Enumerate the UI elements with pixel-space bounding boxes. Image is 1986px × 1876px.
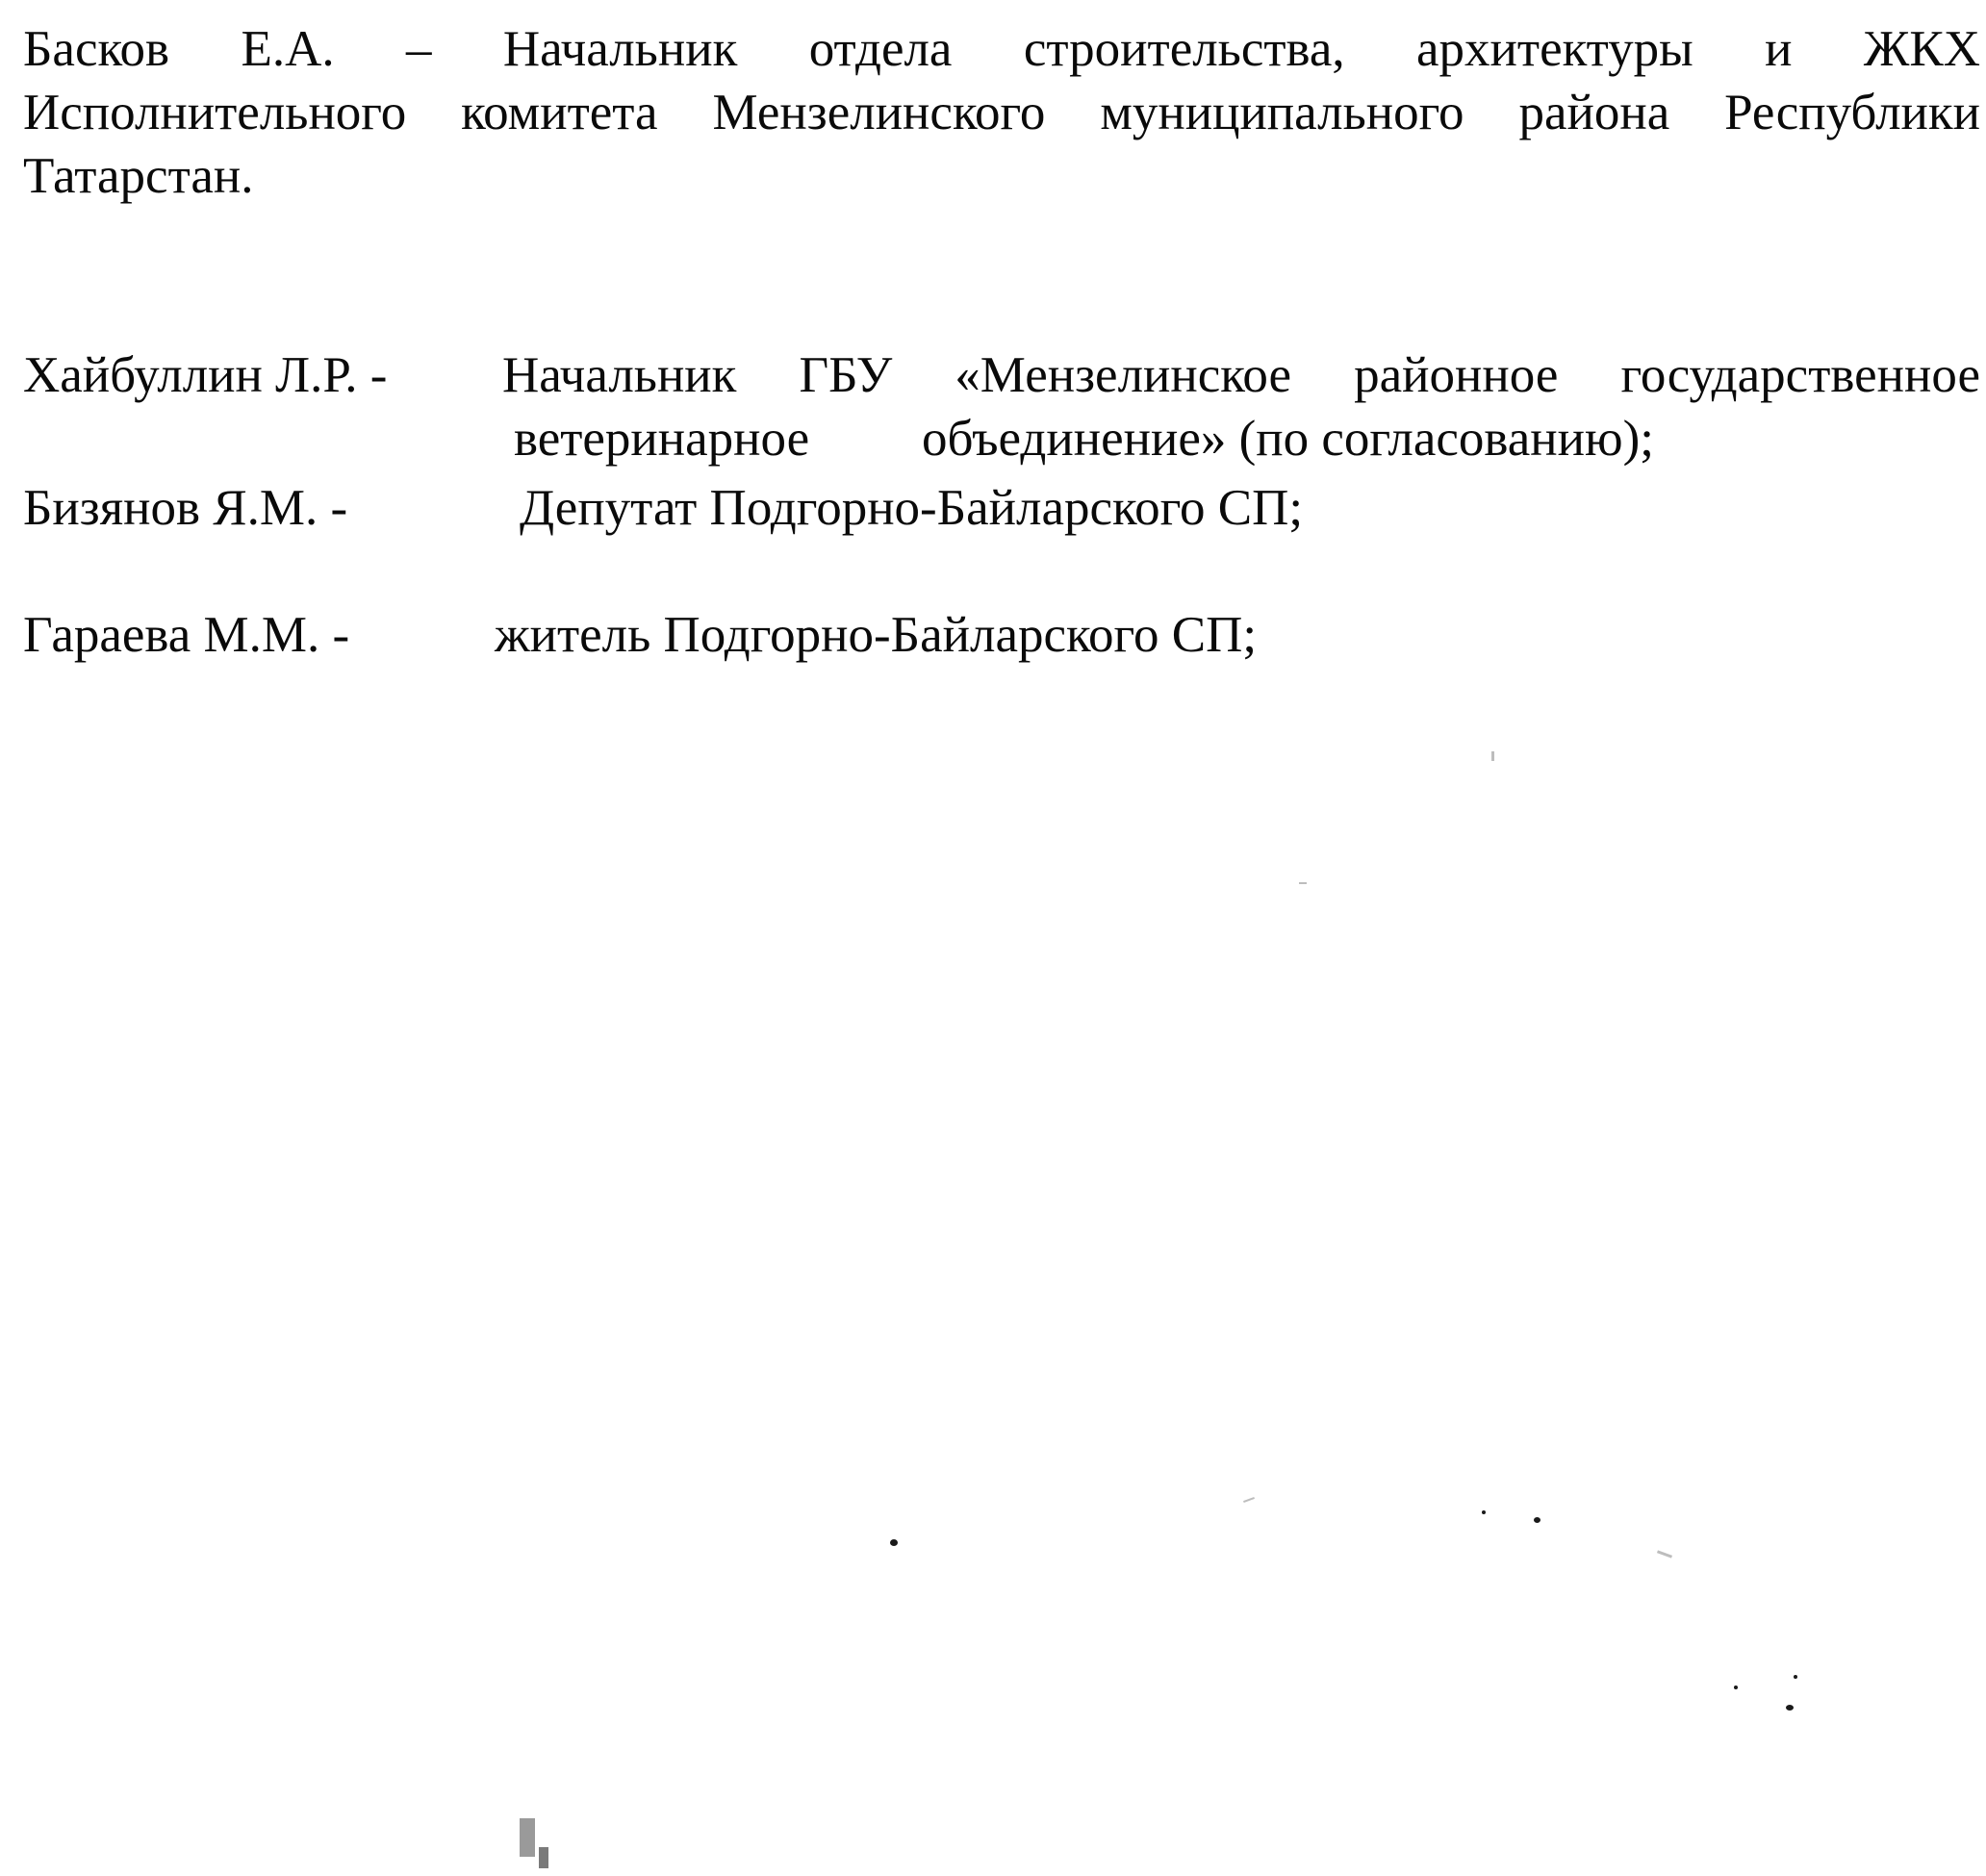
scan-speck xyxy=(520,1818,535,1857)
paragraph-baskov xyxy=(23,17,1980,208)
entry-text-khaibullin-line-1 xyxy=(502,343,1980,407)
paragraph-line-2: Исполнительного комитета Мензелинского муниципального района Республики xyxy=(23,85,1980,140)
scan-speck xyxy=(1299,882,1307,884)
scan-speck xyxy=(1482,1510,1486,1514)
entry-name-garaeva: Гараева М.М. - xyxy=(23,607,350,663)
entry-text-bizyanov: Депутат Подгорно-Байларского СП; xyxy=(520,480,1304,536)
entry-name-bizyanov: Бизянов Я.М. - xyxy=(23,480,348,536)
scan-speck xyxy=(1657,1550,1672,1558)
scan-speck xyxy=(1534,1517,1540,1523)
entry-name-khaibullin: Хайбуллин Л.Р. - xyxy=(23,347,388,403)
scan-speck xyxy=(890,1539,898,1546)
entry-text-line: Начальник ГБУ «Мензелинское районное государственное xyxy=(502,347,1980,403)
entry-text-khaibullin-line-2b: объединение» (по согласованию); xyxy=(922,411,1654,467)
scan-speck xyxy=(1491,751,1494,761)
paragraph-line-3: Татарстан. xyxy=(23,148,254,204)
paragraph-line-1: Басков Е.А. – Начальник отдела строительства, архитектуры и ЖКХ xyxy=(23,21,1980,77)
scan-speck xyxy=(539,1847,548,1868)
entry-text-garaeva: житель Подгорно-Байларского СП; xyxy=(495,607,1258,663)
scan-speck xyxy=(1243,1497,1255,1503)
entry-text-khaibullin-line-2a: ветеринарное xyxy=(514,411,810,467)
scan-speck xyxy=(1786,1705,1794,1711)
scan-speck xyxy=(1794,1675,1797,1679)
scan-speck xyxy=(1734,1686,1738,1689)
